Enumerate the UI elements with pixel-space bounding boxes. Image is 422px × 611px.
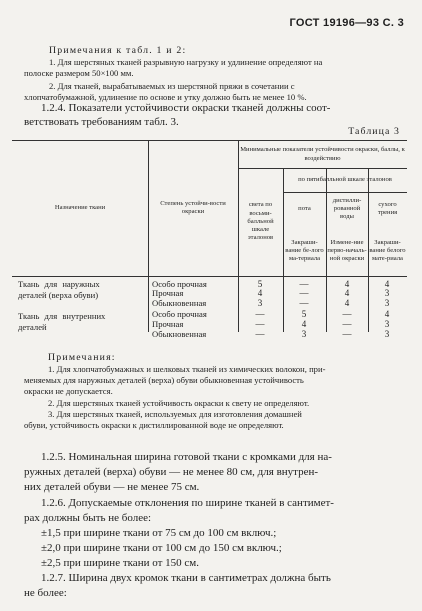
page-header: ГОСТ 19196—93 С. 3 xyxy=(289,17,404,29)
cell-water: — xyxy=(342,329,352,339)
clause-line: 1.2.7. Ширина двух кромок ткани в сантиметрах должна быть xyxy=(41,572,331,584)
col-header-purpose: Назначение ткани xyxy=(54,203,106,211)
clause-line: не более: xyxy=(24,587,67,599)
sub-header-sweat: Закраши-вание бе-лого ма-териала xyxy=(285,238,324,263)
clause-line: 1.2.6. Допускаемые отклонения по ширине тканей в сантимет- xyxy=(41,497,334,509)
cell-degree: Особо прочная xyxy=(152,309,207,319)
row-group-label: деталей xyxy=(18,322,47,332)
cell-sweat: 4 xyxy=(301,319,307,329)
cell-water: 4 xyxy=(344,288,350,298)
note-line: 2. Для шерстяных тканей устойчивость окраски к свету не определяют. xyxy=(48,398,310,408)
col-header-group: Минимальные показатели устойчивости окраски, баллы, к воздействию xyxy=(240,146,405,162)
sub-header-water: Измене-ние перво-началь-ной окраски xyxy=(327,238,367,263)
cell-friction: 3 xyxy=(384,329,390,339)
note-line: меняемых для наружных деталей (верха) обуви обыкновенная устойчивость xyxy=(24,375,304,385)
cell-degree: Обыкновенная xyxy=(152,298,207,308)
col-header-five-point: по пятибалльной шкале эталонов xyxy=(298,175,392,183)
tolerance-item: ±2,0 при ширине ткани от 100 см до 150 см включ.; xyxy=(41,542,282,554)
cell-degree: Обыкновенная xyxy=(152,329,207,339)
cell-light: — xyxy=(255,329,265,339)
cell-water: — xyxy=(342,319,352,329)
col-header-friction: сухого трения xyxy=(377,200,398,216)
clause-line: ружных деталей (верха) обуви — не менее 80 см, для внутрен- xyxy=(24,466,319,478)
note-line: 1. Для хлопчатобумажных и шелковых тканей из химических волокон, при- xyxy=(48,364,326,374)
cell-sweat: — xyxy=(299,298,309,308)
cell-friction: 3 xyxy=(384,319,390,329)
cell-light: 4 xyxy=(257,288,263,298)
sub-header-friction: Закраши-вание белого мате-риала xyxy=(369,238,406,263)
cell-friction: 4 xyxy=(384,279,390,289)
clause-line: них деталей обуви — не менее 75 см. xyxy=(24,481,200,493)
tolerance-item: ±2,5 при ширине ткани от 150 см. xyxy=(41,557,199,569)
note-line: 2. Для тканей, вырабатываемых из шерстяной пряжи в сочетании с xyxy=(49,81,295,91)
row-group-label: Ткань для внутренних xyxy=(18,311,106,321)
cell-degree: Прочная xyxy=(152,288,184,298)
col-header-water: дистилли-рованной воды xyxy=(332,196,362,221)
tolerance-item: ±1,5 при ширине ткани от 75 см до 100 см включ.; xyxy=(41,527,277,539)
clause-line: рах должны быть не более: xyxy=(24,512,152,524)
cell-degree: Прочная xyxy=(152,319,184,329)
note-line: окраски не допускается. xyxy=(24,386,113,396)
note-line: 1. Для шерстяных тканей разрывную нагрузку и удлинение определяют на xyxy=(49,57,323,67)
note-line: полоске размером 50×100 мм. xyxy=(24,68,134,78)
cell-light: — xyxy=(255,319,265,329)
note-line: обуви, устойчивость окраски к дистиллированной воде не определяют. xyxy=(24,420,284,430)
cell-light: 5 xyxy=(257,279,263,289)
note-line: 3. Для шерстяных тканей, используемых для изготовления домашней xyxy=(48,409,302,419)
notes-title: Примечания к табл. 1 и 2: xyxy=(49,45,187,56)
col-header-sweat: пота xyxy=(298,204,311,212)
row-group-label: деталей (верха обуви) xyxy=(18,290,99,300)
cell-friction: 4 xyxy=(384,309,390,319)
cell-water: 4 xyxy=(344,279,350,289)
cell-sweat: — xyxy=(299,288,309,298)
row-group-label: Ткань для наружных xyxy=(18,279,100,289)
col-header-degree: Степень устойчи-вости окраски xyxy=(160,199,226,215)
clause-line: 1.2.4. Показатели устойчивости окраски тканей должны соот- xyxy=(41,102,331,114)
cell-sweat: — xyxy=(299,279,309,289)
cell-degree: Особо прочная xyxy=(152,279,207,289)
cell-water: 4 xyxy=(344,298,350,308)
cell-friction: 3 xyxy=(384,298,390,308)
clause-line: ветствовать требованиям табл. 3. xyxy=(24,116,179,128)
cell-water: — xyxy=(342,309,352,319)
col-header-light: света по восьми-балльной шкале эталонов xyxy=(247,201,274,242)
note-line: хлопчатобумажной, удлинение по основе и утку должно быть не менее 10 %. xyxy=(24,92,307,102)
table-3 xyxy=(12,140,407,339)
table-caption: Таблица 3 xyxy=(348,126,400,137)
clause-line: 1.2.5. Номинальная ширина готовой ткани с кромками для на- xyxy=(41,451,332,463)
cell-friction: 3 xyxy=(384,288,390,298)
cell-sweat: 5 xyxy=(301,309,307,319)
cell-light: — xyxy=(255,309,265,319)
cell-sweat: 3 xyxy=(301,329,307,339)
cell-light: 3 xyxy=(257,298,263,308)
notes-title: Примечания: xyxy=(48,352,116,363)
